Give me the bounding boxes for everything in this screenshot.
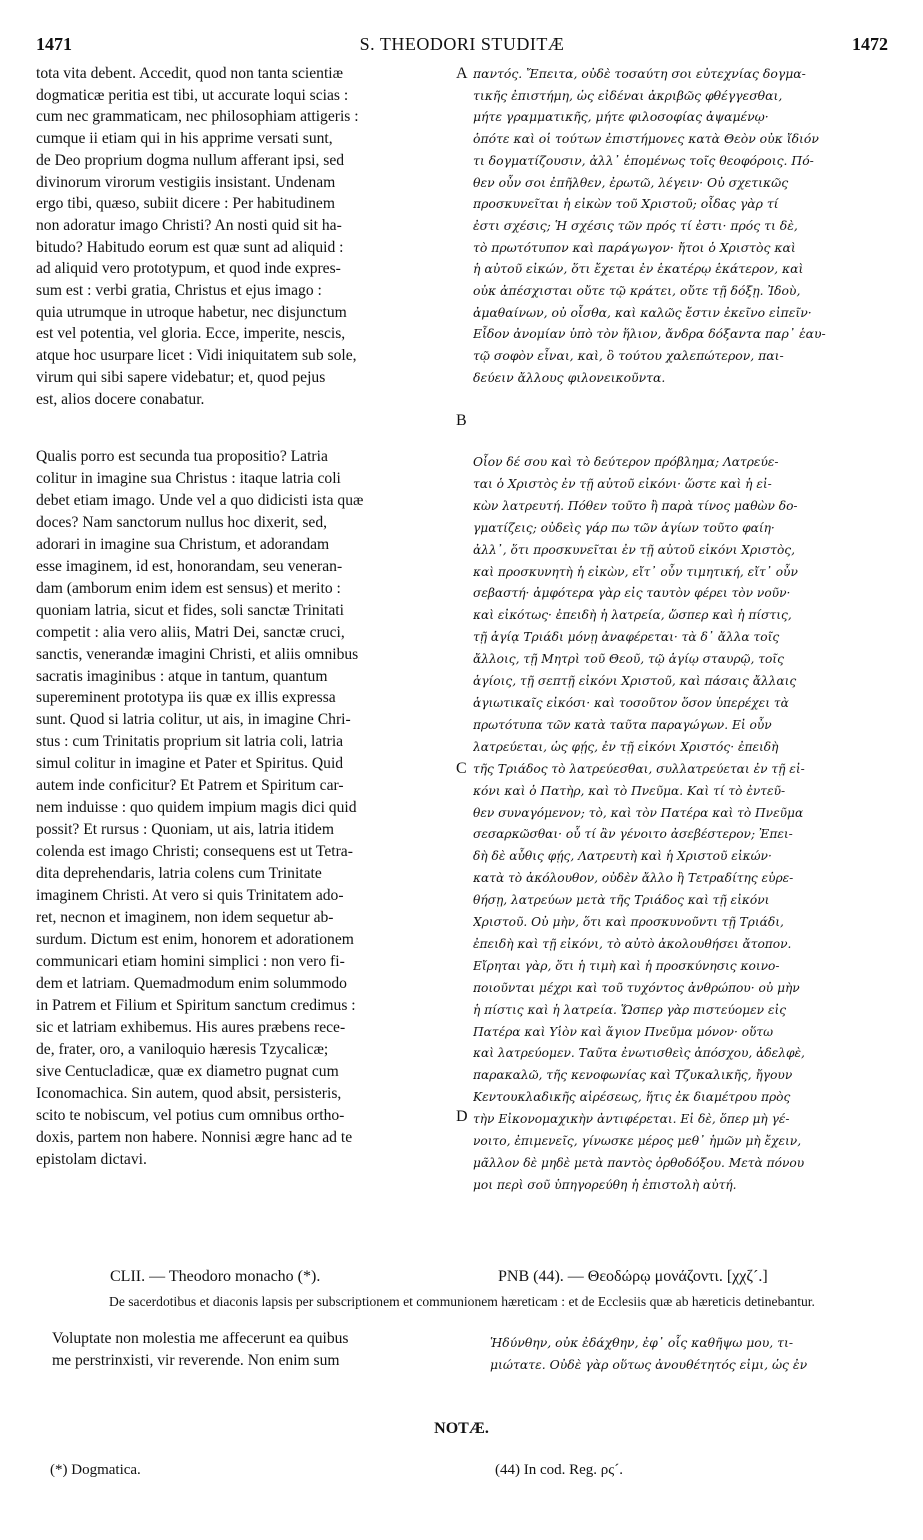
greek-text-line: Χριστοῦ. Οὐ μὴν, ὅτι καὶ προσκυνοῦντι τῇ Τριάδι, — [473, 915, 784, 930]
greek-text-line: οὐκ ἀπέσχισται οὔτε τῷ κράτει, οὔτε τῇ δόξῃ. Ἰδοὺ, — [473, 283, 801, 299]
latin-text-line: Voluptate non molestia me affecerunt ea quibus — [52, 1330, 349, 1347]
latin-text-line: ad aliquid vero prototypum, et quod inde expres- — [36, 260, 341, 278]
latin-column-bottom — [52, 1328, 454, 1371]
greek-text-line: τῇ ἁγίᾳ Τριάδι μόνῃ ἀναφέρεται· τὰ δ᾽ ἄλλα τοῖς — [473, 630, 780, 645]
latin-text-line: esse imaginem, id est, honorandam, seu veneran- — [36, 557, 343, 575]
latin-text-line: debet etiam imago. Unde vel a quo didicisti ista quæ — [36, 491, 364, 509]
greek-text-line: πρωτότυπα τῶν κατὰ ταῦτα παραγώγων. Εἰ οὖν — [473, 717, 772, 732]
latin-text-line: quia utrumque in utroque habetur, nec disjunctum — [36, 303, 347, 321]
greek-text-line: τῷ σοφὸν εἶναι, καὶ, ὃ τούτου χαλεπώτερον, παι- — [473, 348, 784, 364]
greek-text-line: τὴν Εἰκονομαχικὴν ἀντιφέρεται. Εἰ δὲ, ὅπερ μὴ γέ- — [473, 1112, 790, 1127]
greek-text-line: σεβαστή· ἀμφότερα γὰρ εἰς ταυτὸν φέρει τὸν νοῦν· — [473, 586, 791, 601]
greek-column-bottom — [490, 1332, 887, 1375]
greek-text-line: γματίζεις; οὐδεὶς γάρ πω τῶν ἁγίων τοῦτο φαίη· — [473, 520, 775, 535]
latin-text-line: sanctis, venerandæ imagini Christi, et aliis omnibus — [36, 645, 359, 663]
greek-text-line: ἁγίοις, τῇ σεπτῇ εἰκόνι Χριστοῦ, καὶ πάσαις ἄλλαις — [473, 674, 797, 689]
latin-text-line: doces? Nam sanctorum nullus hoc dixerit, sed, — [36, 513, 328, 531]
greek-text-line: θήσῃ, λατρεύων μετὰ τῆς Τριάδος καὶ τῇ εἰκόνι — [473, 893, 770, 908]
greek-text-line: μήτε γραμματικῆς, μήτε φιλοσοφίας ἀψαμένῳ· — [473, 109, 769, 125]
latin-text-line: dita deprehendaris, latria colens cum Trinitate — [36, 865, 322, 883]
latin-text-line: Iconomachica. Sin autem, quod absit, persisteris, — [36, 1084, 342, 1102]
latin-text-line: competit : alia vero aliis, Matri Dei, sanctæ cruci, — [36, 623, 345, 641]
note-right: (44) In cod. Reg. ρς´. — [495, 1462, 623, 1478]
running-title: S. THEODORI STUDITÆ — [359, 34, 565, 54]
latin-text-line: dem et latriam. Quemadmodum enim solummodo — [36, 974, 347, 992]
greek-text-line: τὸ πρωτότυπον καὶ παράγωγον· ἤτοι ὁ Χριστὸς καὶ — [473, 239, 796, 255]
letter-summary: De sacerdotibus et diaconis lapsis per subscriptionem et communionem hæreticam : et de Ecclesiis quæ ab hæreticis detinebantur. — [109, 1294, 815, 1309]
latin-text-line: imaginem Christi. At vero si quis Trinitatem ado- — [36, 887, 344, 905]
greek-text-line: Οἷον δέ σου καὶ τὸ δεύτερον πρόβλημα; Λατρεύε- — [473, 455, 779, 469]
greek-text-line: θεν συναγόμενον; τὸ, καὶ τὸν Πατέρα καὶ τὸ Πνεῦμα — [473, 805, 804, 820]
greek-text-line: καὶ προσκυνητὴ ἡ εἰκὼν, εἴτ᾽ οὖν τιμητική, εἴτ᾽ οὖν — [473, 564, 798, 579]
greek-text-line: ἁγιωτικαῖς εἰκόσι· καὶ τοσοῦτον ὅσον ὑπερέχει τὰ — [473, 695, 789, 710]
greek-text-line: κατὰ τὸ ἀκόλουθον, οὐδὲν ἄλλο ἢ Τετραδίτης εὑρε- — [473, 871, 794, 886]
margin-marker-b: B — [456, 412, 467, 429]
greek-text-line: ὁπότε καὶ οἱ τούτων ἐπιστήμονες κατὰ Θεὸν οὐκ ἴδιόν — [473, 131, 819, 147]
greek-text-line: τι δογματίζουσιν, ἀλλ᾽ ἑπομένως τοῖς θεοφόροις. Πό- — [473, 152, 814, 168]
greek-text-line: σεσαρκῶσθαι· οὗ τί ἂν γένοιτο ἀσεβέστερον; Ἐπει- — [473, 827, 793, 842]
latin-text-line: scito te nobiscum, vel potius cum omnibus ortho- — [36, 1106, 345, 1124]
latin-text-line: sunt. Quod si latria colitur, ut ais, in imagine Chri- — [36, 711, 351, 729]
greek-text-line: ται ὁ Χριστὸς ἐν τῇ αὐτοῦ εἰκόνι· ὥστε καὶ ἡ εἰ- — [473, 476, 772, 491]
greek-text-line: προσκυνεῖται ἡ εἰκὼν τοῦ Χριστοῦ; οἶδας γὰρ τί — [473, 196, 779, 212]
note-left: (*) Dogmatica. — [50, 1462, 141, 1478]
latin-text-line: non adoratur imago Christi? An nosti quid sit ha- — [36, 216, 342, 234]
latin-letter-title: CLII. — Theodoro monacho (*). — [110, 1268, 321, 1285]
latin-text-line: virum qui sibi sapere videbatur; et, quod pejus — [36, 368, 326, 386]
latin-text-line: surdum. Dictum est enim, honorem et adorationem — [36, 930, 354, 948]
greek-text-line: δεύειν ἄλλους φιλονεικοῦντα. — [473, 369, 666, 385]
notes-heading: NOTÆ. — [434, 1420, 489, 1437]
greek-text-line: λατρεύεται, ὡς φῄς, ἐν τῇ εἰκόνι Χριστός· ἐπειδὴ — [473, 739, 779, 754]
greek-text-line: ἀλλ᾽, ὅτι προσκυνεῖται ἐν τῇ αὐτοῦ εἰκόνι Χριστὸς, — [473, 542, 796, 557]
latin-text-line: atque hoc usurpare licet : Vidi iniquitatem sub sole, — [36, 347, 357, 365]
latin-text-line: sive Centucladicæ, quæ ex diametro pugnat cum — [36, 1062, 339, 1080]
greek-text-line: ἐπειδὴ καὶ τῇ εἰκόνι, τὸ αὐτὸ ἀκολουθήσει ἄτοπον. — [473, 936, 792, 951]
latin-text-line: de Deo proprium dogma nullum afferant ipsi, sed — [36, 151, 345, 169]
latin-text-line: dogmaticæ peritia est tibi, ut accurate loqui scias : — [36, 86, 349, 104]
latin-text-line: colitur in imagine sua Christus : itaque latria coli — [36, 469, 341, 487]
greek-text-line: θεν οὖν σοι ἐπῆλθεν, ἐρωτῶ, λέγειν· Οὐ σχετικῶς — [473, 174, 789, 190]
latin-column-middle — [36, 446, 454, 1170]
latin-text-line: est vel potentia, vel gloria. Ecce, imperite, nescis, — [36, 325, 346, 343]
greek-text-line: Ἡδύνθην, οὐκ ἐδάχθην, ἐφ᾽ οἷς καθῆψω μου, τι- — [490, 1335, 794, 1350]
latin-text-line: cumque ii etiam qui in his apprime versati sunt, — [36, 130, 333, 148]
latin-text-line: doxis, partem non habere. Nonnisi ægre hanc ad te — [36, 1128, 353, 1146]
margin-marker-c: C — [456, 760, 467, 777]
greek-text-line: ἀμαθαίνων, οὐ οἶσθα, καὶ καλῶς ἔστιν ἐκεῖνο εἰπεῖν· — [473, 304, 812, 320]
page-number-right: 1472 — [852, 34, 888, 54]
latin-column-top — [36, 63, 454, 410]
greek-text-line: ἐστι σχέσις; Ἡ σχέσις τῶν πρός τί ἐστι· πρός τι δὲ, — [473, 217, 798, 233]
latin-text-line: supereminent prototypa iis quæ ex illis expressa — [36, 689, 336, 707]
latin-text-line: stus : cum Trinitatis proprium sit latria coli, latria — [36, 733, 344, 751]
greek-text-line: τῆς Τριάδος τὸ λατρεύεσθαι, συλλατρεύεται ἐν τῇ εἰ- — [473, 761, 805, 776]
page-number-left: 1471 — [36, 34, 72, 54]
greek-text-line: Κεντουκλαδικῆς αἱρέσεως, ἥτις ἐκ διαμέτρου πρὸς — [473, 1090, 791, 1105]
latin-text-line: Qualis porro est secunda tua propositio? Latria — [36, 448, 328, 465]
latin-text-line: simul colitur in imagine et Pater et Spiritus. Quid — [36, 755, 344, 773]
page-header — [36, 34, 888, 62]
greek-text-line: κὼν λατρευτή. Πόθεν τοῦτο ἢ παρὰ τίνος μαθὼν δο- — [473, 498, 798, 513]
greek-text-line: ἡ αὐτοῦ εἰκών, ὅτι ἔχεται ἐν ἑκατέρῳ ἑκάτερον, καὶ — [473, 261, 804, 277]
greek-text-line: δὴ δὲ αὖθις φῄς, Λατρευτὴ καὶ ἡ Χριστοῦ εἰκών· — [473, 849, 772, 864]
greek-text-line: Εἶδον ἀνομίαν ὑπὸ τὸν ἥλιον, ἄνδρα δόξαντα παρ᾽ ἑαυ- — [473, 326, 826, 342]
greek-text-line: ἄλλοις, τῇ Μητρὶ τοῦ Θεοῦ, τῷ ἁγίῳ σταυρῷ, τοῖς — [473, 652, 784, 667]
greek-text-line: μιώτατε. Οὐδὲ γὰρ οὕτως ἀνουθέτητός εἰμι, ὡς ἐν — [490, 1356, 808, 1372]
greek-text-line: παρακαλῶ, τῆς κενοφωνίας καὶ Τζυκαλικῆς, ἤγουν — [473, 1068, 793, 1083]
latin-text-line: est, alios docere conabatur. — [36, 390, 205, 408]
latin-text-line: dam (amborum enim idem est sensus) et merito : — [36, 579, 341, 597]
latin-text-line: bitudo? Habitudo eorum est quæ sunt ad aliquid : — [36, 238, 344, 256]
greek-text-line: παντός. Ἔπειτα, οὐδὲ τοσαύτη σοι εὐτεχνίας δογμα- — [473, 66, 806, 81]
greek-text-line: μοι περὶ σοῦ ὑπηγορεύθη ἡ ἐπιστολὴ αὐτή. — [473, 1177, 737, 1192]
greek-text-line: κόνι καὶ ὁ Πατὴρ, καὶ τὸ Πνεῦμα. Καὶ τί τὸ ἐντεῦ- — [473, 783, 786, 798]
margin-marker-a: A — [456, 65, 468, 82]
greek-text-line: νοιτο, ἐπιμενεῖς, γίνωσκε μέρος μεθ᾽ ἡμῶν μὴ ἔχειν, — [473, 1134, 802, 1149]
latin-text-line: ret, necnon et imaginem, non idem sequetur ab- — [36, 909, 334, 927]
greek-text-line: καὶ εἰκότως· ἐπειδὴ ἡ λατρεία, ὥσπερ καὶ ἡ πίστις, — [473, 608, 792, 623]
latin-text-line: de, frater, oro, a vaniloquio hæresis Tzycalicæ; — [36, 1040, 329, 1058]
latin-text-line: epistolam dictavi. — [36, 1150, 147, 1168]
latin-text-line: tota vita debent. Accedit, quod non tanta scientiæ — [36, 65, 344, 82]
latin-text-line: in Patrem et Filium et Spiritum sanctum credimus : — [36, 996, 356, 1014]
latin-text-line: communicari etiam homini simplici : non vero fi- — [36, 952, 345, 970]
greek-text-line: ποιοῦνται μέχρι καὶ τοῦ τυχόντος ἀνθρώπου· οὐ μὴν — [473, 980, 800, 995]
latin-text-line: adorari in imagine sua Christum, et adorandam — [36, 535, 330, 553]
greek-text-line: τικῆς ἐπιστήμη, ὡς εἰδέναι ἀκριβῶς φθέγγεσθαι, — [473, 87, 783, 103]
latin-text-line: me perstrinxisti, vir reverende. Non enim sum — [52, 1351, 340, 1369]
latin-text-line: sic et latriam exhibemus. His aures præbens rece- — [36, 1018, 346, 1036]
latin-text-line: nem induisse : quo quidem impium magis dici quid — [36, 799, 357, 817]
greek-text-line: καὶ λατρεύομεν. Ταῦτα ἐνωτισθεὶς ἀπόσχου, ἀδελφὲ, — [473, 1046, 805, 1061]
latin-text-line: sacratis imaginibus : atque in tantum, quantum — [36, 667, 328, 685]
greek-column-top — [473, 63, 887, 389]
latin-text-line: colenda est imago Christi; consequens est ut Tetra- — [36, 843, 353, 861]
latin-text-line: possit? Et rursus : Quoniam, ut ais, latria itidem — [36, 821, 334, 839]
greek-text-line: μᾶλλον δὲ μηδὲ μετὰ παντὸς ὀρθοδόξου. Μετὰ πόνου — [473, 1156, 805, 1170]
latin-text-line: autem inde conficitur? Et Patrem et Spiritum car- — [36, 777, 344, 795]
greek-text-line: Εἴρηται γὰρ, ὅτι ἡ τιμὴ καὶ ἡ προσκύνησις κοινο- — [473, 958, 780, 973]
greek-letter-title: ΡΝΒ (44). — Θεοδώρῳ μονάζοντι. [χχζ´.] — [498, 1268, 768, 1285]
greek-text-line: Πατέρα καὶ Υἱὸν καὶ ἅγιον Πνεῦμα μόνον· οὕτω — [473, 1024, 774, 1039]
latin-text-line: divinorum virorum vestigiis insistant. Undenam — [36, 173, 336, 191]
latin-text-line: cum nec grammaticam, nec philosophiam attigeris : — [36, 108, 359, 126]
greek-column-middle — [473, 452, 887, 1197]
latin-text-line: ergo tibi, quæso, subiit dicere : Per habitudinem — [36, 195, 335, 213]
latin-text-line: quoniam latria, sicut et fides, soli sanctæ Trinitati — [36, 601, 344, 619]
margin-marker-d: D — [456, 1108, 468, 1125]
greek-text-line: ἡ πίστις καὶ ἡ λατρεία. Ὥσπερ γὰρ πιστεύομεν εἰς — [473, 1002, 787, 1017]
latin-text-line: sum est : verbi gratia, Christus et ejus imago : — [36, 282, 322, 300]
